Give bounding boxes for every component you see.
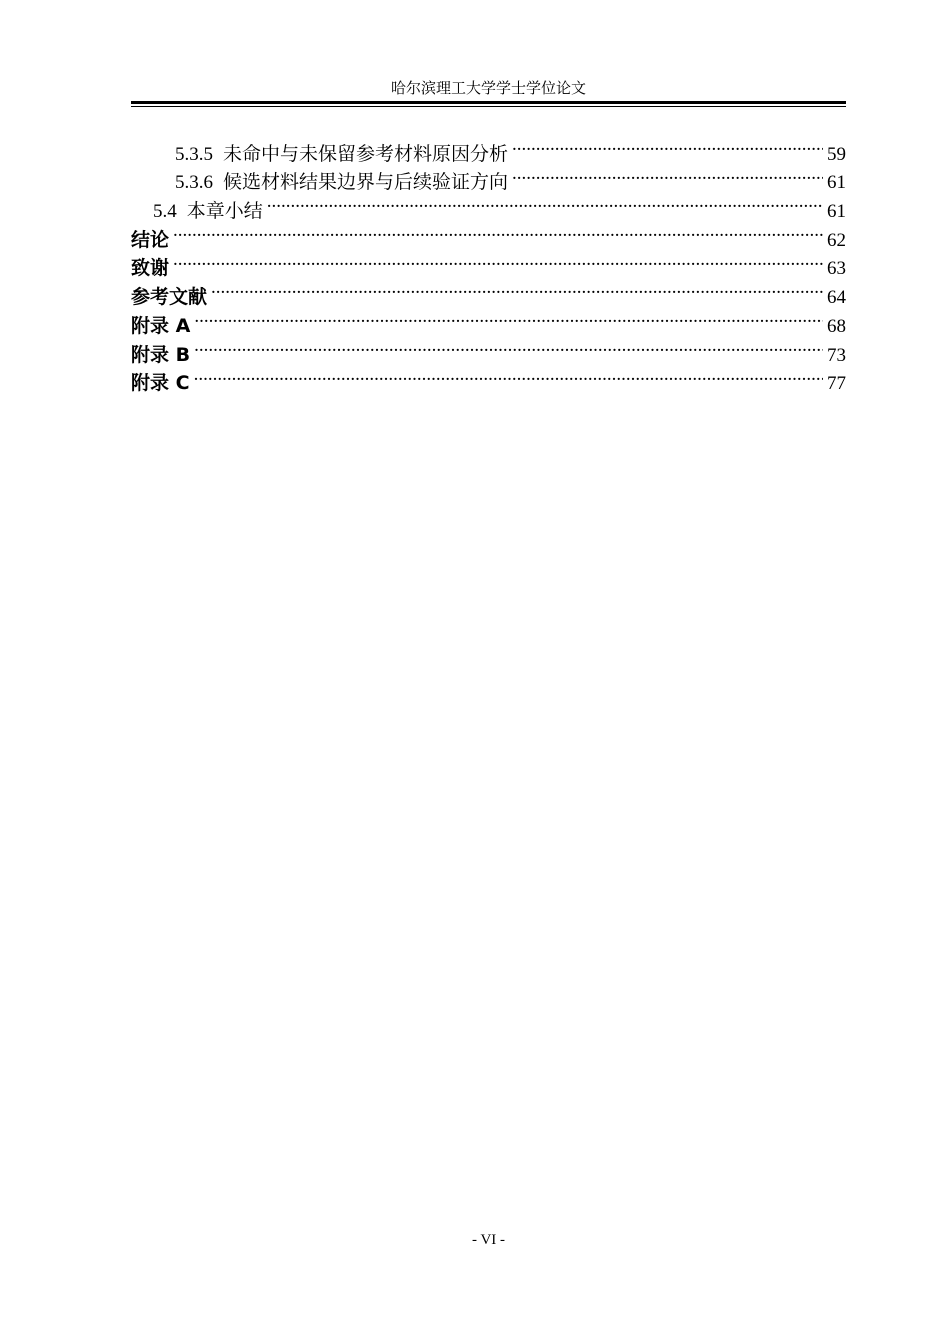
toc-entry-title: 本章小结 (186, 200, 263, 223)
toc-entry-page: 68 (827, 315, 846, 337)
toc-entry-acknowledgements[interactable] (131, 246, 846, 280)
toc-entry-page: 77 (827, 373, 846, 395)
toc-entry-number: 5.4 (153, 201, 177, 223)
toc-entry-page: 61 (827, 172, 846, 194)
toc-entry-title: 附录 C (131, 372, 190, 395)
toc-entry-5-3-5[interactable] (131, 131, 846, 165)
toc-entry-page: 73 (827, 344, 846, 366)
toc-entry-number: 5.3.6 (175, 172, 213, 194)
toc-leader-dots (512, 160, 823, 189)
toc-entry-conclusion[interactable] (131, 217, 846, 251)
toc-entry-page: 62 (827, 229, 846, 251)
toc-entry-title: 致谢 (131, 257, 170, 280)
header-rule-thick (131, 101, 846, 104)
toc-entry-appendix-a[interactable] (131, 303, 846, 337)
toc-entry-title: 候选材料结果边界与后续验证方向 (223, 171, 509, 194)
toc-leader-dots (173, 246, 823, 275)
page-number: - VI - (471, 1232, 506, 1248)
toc-entry-title: 附录 B (131, 343, 191, 366)
toc-leader-dots (194, 303, 823, 332)
toc-leader-dots (194, 361, 823, 390)
toc-entry-references[interactable] (131, 274, 846, 309)
toc-entry-title: 结论 (131, 228, 170, 251)
toc-entry-page: 59 (827, 143, 846, 165)
toc-leader-dots (211, 274, 823, 303)
toc-entry-number: 5.3.5 (175, 143, 213, 165)
toc-leader-dots (267, 188, 823, 217)
toc-entry-appendix-c[interactable] (131, 361, 846, 395)
toc-entry-title: 附录 A (131, 314, 191, 337)
table-of-contents (131, 131, 846, 395)
header-rule-thin (131, 106, 846, 107)
toc-entry-appendix-b[interactable] (131, 332, 846, 366)
toc-entry-title: 未命中与未保留参考材料原因分析 (223, 142, 509, 165)
toc-leader-dots (194, 332, 823, 361)
toc-entry-title: 参考文献 (131, 286, 208, 309)
toc-entry-page: 63 (827, 258, 846, 280)
toc-entry-page: 64 (827, 287, 846, 309)
toc-leader-dots (512, 131, 823, 160)
toc-entry-page: 61 (827, 201, 846, 223)
page-header-title: 哈尔滨理工大学学士学位论文 (390, 79, 586, 97)
toc-leader-dots (173, 217, 823, 246)
